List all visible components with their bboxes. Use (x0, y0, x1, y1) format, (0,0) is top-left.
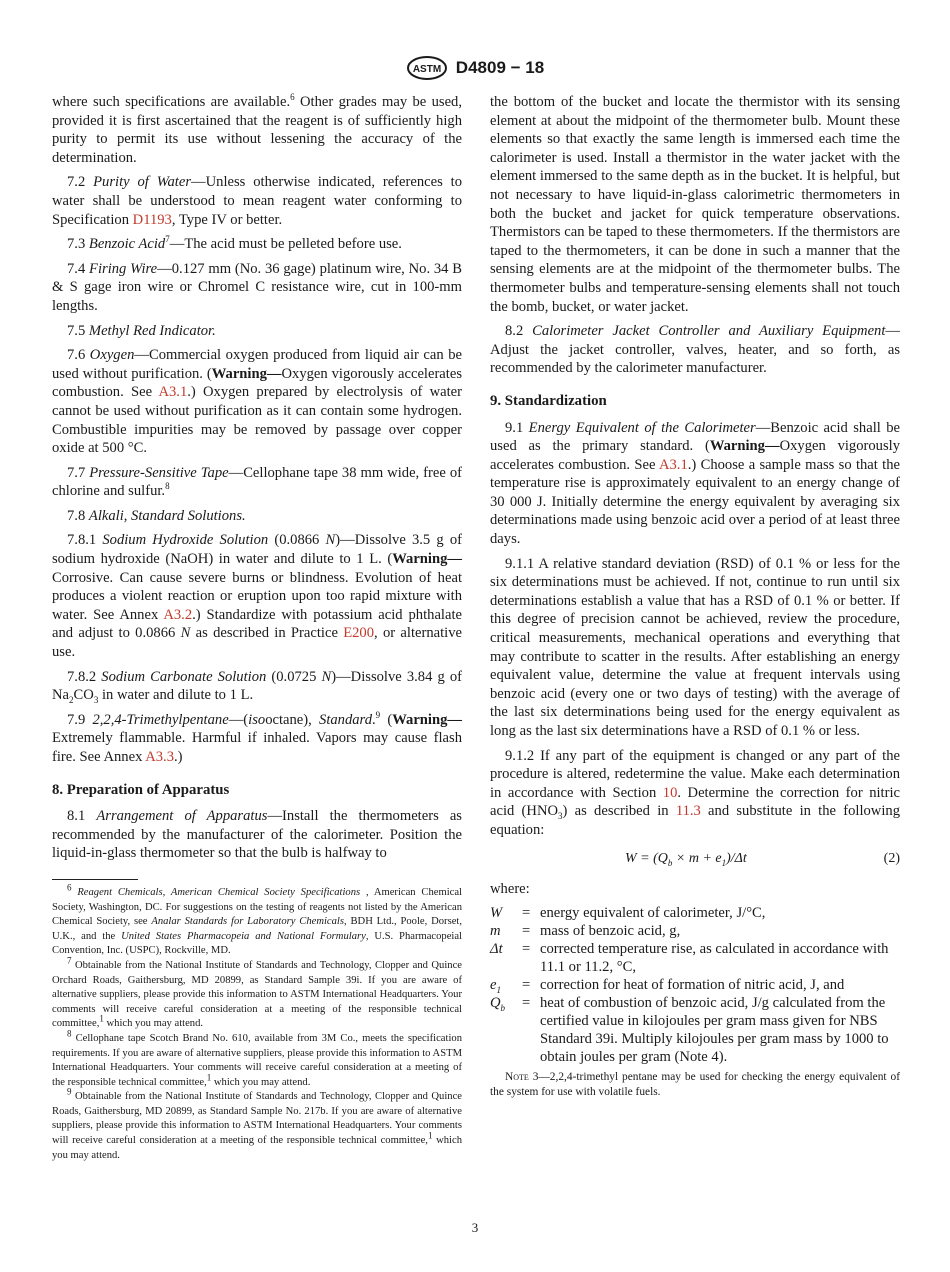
link-a3-3[interactable]: A3.3 (145, 749, 175, 765)
definition-row: W = energy equivalent of calorimeter, J/°C, (490, 905, 766, 922)
page-number: 3 (471, 1220, 479, 1235)
definition-row: Δt = corrected temperature rise, as calculated in accordance with 11.1 or 11.2, °C, (490, 941, 889, 976)
left-column (52, 93, 462, 1163)
doc-code: D4809 − 18 (455, 58, 545, 77)
definition-row: m = mass of benzoic acid, g, (490, 923, 681, 940)
paragraph-7-7: 7.7 Pressure-Sensitive Tape—Cellophane tape 38 mm wide, free of chlorine and sulfur.$^8$ (52, 464, 462, 500)
paragraph-8-2: 8.2 Calorimeter Jacket Controller and Auxiliary Equipment—Adjust the jacket controller, valves, heater, and so forth, as recommended by the calorimeter manufacturer. (490, 323, 900, 377)
right-column (490, 93, 900, 1106)
paragraph-9-1-2: 9.1.2 If any part of the equipment is changed or any part of the procedure is altered, redetermine the value. Make each determination in accordance with Section 10. Determine the correction for nitric acid $(HNO_3)$ as described in 11.3 and substitute in the following equation: (490, 747, 900, 838)
paragraph-9-1: 9.1 Energy Equivalent of the Calorimeter—Benzoic acid shall be used as the primary standard. (Warning—Oxygen vigorously accelerates combustion. See A3.1.) Choose a sample mass so that the temperature rise is approximately equivalent to an energy change of 30 000 J. Initially determine the energy equivalent by averaging six determinations made using benzoic acid over a period of at least three days. (490, 419, 900, 548)
link-a3-2[interactable]: A3.2 (163, 606, 193, 623)
link-d1193[interactable]: D1193 (132, 211, 172, 228)
astm-logo-icon (406, 55, 448, 81)
paragraph-7-3: 7.3 Benzoic Acid$^7$—The acid must be pelleted before use. (67, 234, 402, 253)
link-section-10[interactable]: 10 (662, 784, 678, 801)
footnote-9: $^9$ Obtainable from the National Institute of Standards and Technology, Clopper and Quince Roads, Gaithersburg, MD 20899, as Standard Sample No. 217b. If you are aware of alternative suppliers, please provide this information to ASTM International Headquarters. Your comments will receive careful consideration at a meeting of the responsible technical committee,$^1$ which you may attend. (52, 1086, 462, 1161)
footnote-8: $^8$ Cellophane tape Scotch Brand No. 610, available from 3M Co., meets the specification requirements. If you are aware of alternative suppliers, please provide this information to ASTM International Headquarters. Your comments will receive careful consideration at a meeting of the responsible technical committee,$^1$ which you may attend. (52, 1028, 462, 1088)
svg-text:ASTM: ASTM (412, 64, 441, 75)
link-e200[interactable]: E200 (343, 625, 375, 642)
footnote-divider (52, 879, 138, 880)
definition-row: $e_1$ = correction for heat of formation of nitric acid, J, and (490, 977, 845, 996)
variable-definitions (490, 904, 900, 1066)
paragraph-7-6: 7.6 Oxygen—Commercial oxygen produced from liquid air can be used without purification. (Warning—Oxygen vigorously accelerates combustion. See A3.1.) Oxygen prepared by electrolysis of water cannot be used without purification as it can contain some hydrogen. Combustible impurities may be removed by passage over copper oxide at 500 °C. (52, 347, 462, 457)
definition-row: $Q_b$ = heat of combustion of benzoic acid, J/g calculated from the certified value in kilojoules per gram mass given for NBS Standard 39i. Multiply kilojoules per gram mass by 1000 to obtain joules per gram (Note 4). (490, 995, 889, 1066)
paragraph-7-8-2: 7.8.2 Sodium Carbonate Solution (0.0725 N)—Dissolve 3.84 g of $Na_2CO_3$ in water and dilute to 1 L. (52, 668, 462, 706)
paragraph-7-1-cont: where such specifications are available.$^6$ Other grades may be used, provided it is first ascertained that the reagent is of sufficiently high purity to permit its use without lessening the accuracy of the determination. (52, 92, 462, 166)
paragraph-7-9: 7.9 2,2,4-Trimethylpentane—(isooctane), Standard.$^9$ (Warning—Extremely flammable. Harmful if inhaled. Vapors may cause flash fire. See Annex A3.3.) (52, 709, 462, 765)
footnote-7: $^7$ Obtainable from the National Institute of Standards and Technology, Clopper and Quince Orchard Roads, Gaithersburg, MD 20899, as Standard Sample 39i. If you are aware of alternative suppliers, please provide this information to ASTM International Headquarters. Your comments will receive careful consideration at a meeting of the responsible technical committee,$^1$ which you may attend. (52, 955, 462, 1030)
paragraph-8-1: 8.1 Arrangement of Apparatus—Install the thermometers as recommended by the manufacturer of the calorimeter. Position the liquid-in-glass thermometer so that the bulb is halfway to (52, 808, 462, 862)
paragraph-7-8: 7.8 Alkali, Standard Solutions. (67, 507, 246, 524)
paragraph-9-1-1: 9.1.1 A relative standard deviation (RSD) of 0.1 % or less for the six determinations must be achieved. If not, continue to run until six determinations establish a value that has a RSD of 0.1 % or better. If this degree of precision cannot be achieved, review the procedure, critical measurements, mechanical operations and everything that may contribute to scatter in the results. After establishing an energy equivalent value, determine the value at frequent intervals using benzoic acid (every one or two days of testing) with the average of the last six determinations being used for the energy equivalent as long as the last six determinations have a RSD of 0.1 % or less. (490, 555, 900, 739)
paragraph-7-2: 7.2 Purity of Water—Unless otherwise indicated, references to water shall be understood to mean reagent water conforming to Specification D1193, Type IV or better. (52, 174, 462, 228)
paragraph-7-5: 7.5 Methyl Red Indicator. (67, 322, 216, 339)
footnote-6: $^6$ Reagent Chemicals, American Chemical Society Specifications , American Chemical Society, Washington, DC. For suggestions on the testing of reagents not listed by the American Chemical Society, see Analar Standards for Laboratory Chemicals, BDH Ltd., Poole, Dorset, U.K., and the United States Pharmacopeia and National Formulary, U.S. Pharmacopeial Convention, Inc. (USPC), Rockville, MD. (52, 882, 463, 957)
section-8-heading: 8. Preparation of Apparatus (52, 781, 230, 798)
where-label: where: (490, 880, 530, 897)
page-header (0, 55, 950, 81)
link-a3-1[interactable]: A3.1 (158, 384, 188, 401)
paragraph-7-4: 7.4 Firing Wire—0.127 mm (No. 36 gage) platinum wire, No. 34 B & S gage iron wire or Chromel C resistance wire, cut in 100-mm lengths. (52, 260, 462, 314)
link-a3-1-right[interactable]: A3.1 (658, 456, 688, 473)
paragraph-7-8-1: 7.8.1 Sodium Hydroxide Solution (0.0866 N)—Dissolve 3.5 g of sodium hydroxide (NaOH) in water and dilute to 1 L. (Warning—Corrosive. Can cause severe burns or blindness. Evolution of heat produces a violent reaction or eruption upon too rapid mixture with water. See Annex A3.2.) Standardize with potassium acid phthalate and adjust to 0.0866 N as described in Practice E200, or alternative use. (52, 532, 463, 661)
paragraph-8-1-cont: the bottom of the bucket and locate the thermistor with its sensing element at about the midpoint of the thermometer bulb. Mount these elements so that exactly the same length is immersed each time the calorimeter is used. Install a thermistor in the water jacket with the element immersed to the same depth as in the bucket. It is helpful, but not necessary to have liquid-in-glass calorimetric thermometers in both the bucket and jacket for quick temperature observations. Thermistors can be taped to these thermometers. If the thermistors are taped to the thermometers, it can be done in such a manner that the sensing elements are at the midpoint of the thermometer bulbs. The thermometer bulbs and temperature-sensing elements shall not touch the bomb, bucket, or water jacket. (490, 94, 900, 315)
link-11-3[interactable]: 11.3 (675, 803, 701, 820)
equation-body: $W = (Q_b \times m + e_1)/\Delta t$ (625, 850, 747, 868)
equation-2 (490, 846, 900, 870)
equation-number: (2) (883, 850, 900, 866)
note-3: Note 3—2,2,4-trimethyl pentane may be used for checking the energy equivalent of the system for use with volatile fuels. (490, 1071, 901, 1099)
section-9-heading: 9. Standardization (490, 392, 607, 409)
